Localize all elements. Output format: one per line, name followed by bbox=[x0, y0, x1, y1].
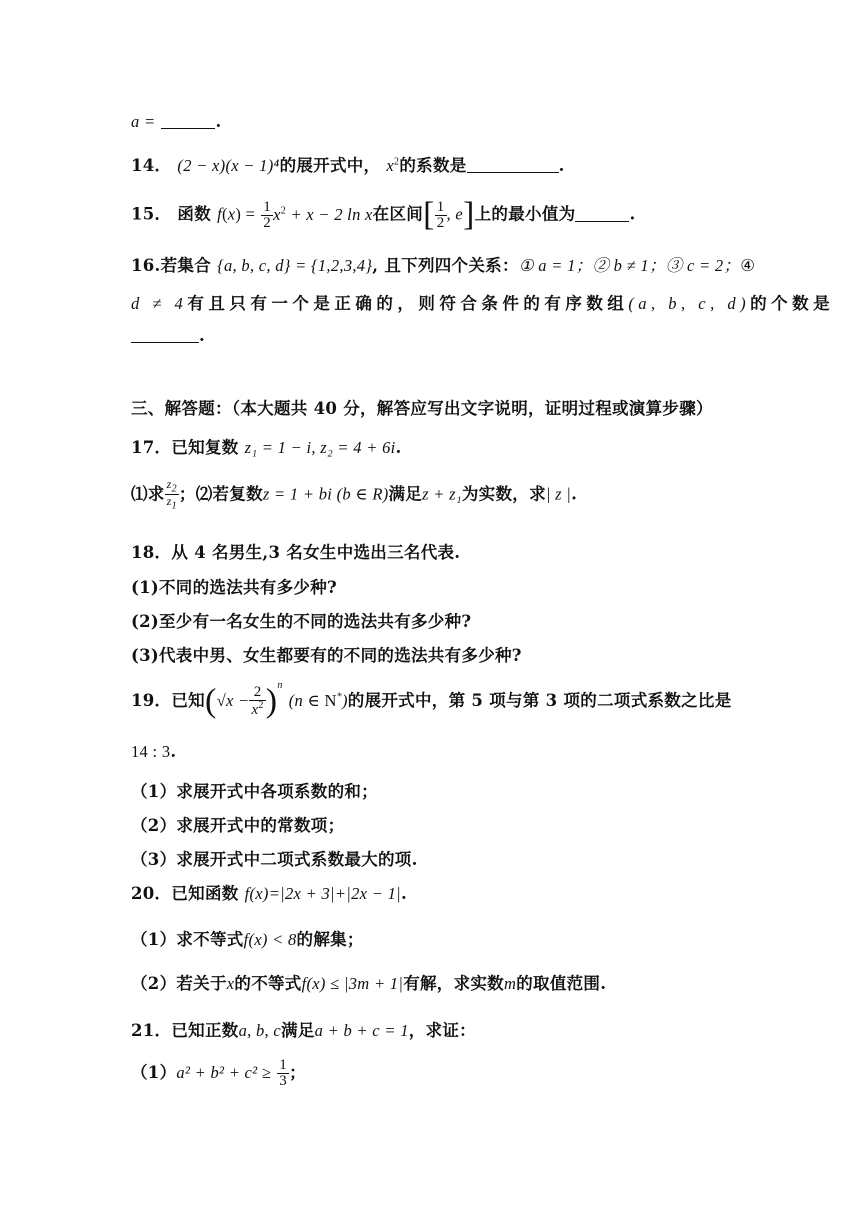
text: 的解集； bbox=[296, 930, 364, 949]
question-18-3: (3)代表中男、女生都要有的不同的选法共有多少种? bbox=[131, 646, 522, 665]
text: 满足 bbox=[388, 484, 423, 504]
relation-4-marker: ④ bbox=[740, 256, 756, 275]
question-18: 18．从 4 名男生,3 名女生中选出三名代表. bbox=[131, 543, 461, 562]
frac-den: 2 bbox=[263, 214, 272, 231]
question-20-1 bbox=[131, 926, 364, 950]
frac-num: $z_2$ bbox=[166, 477, 177, 495]
answer-blank bbox=[161, 112, 215, 129]
question-18-2: (2)至少有一名女生的不同的选法共有多少种? bbox=[131, 612, 472, 631]
question-21-1: （1）a² + b² + c² ≥ $\frac{1}{3}$ ； bbox=[131, 1057, 306, 1089]
math-expr: a + b + c = 1 bbox=[314, 1021, 409, 1040]
right-paren: ) bbox=[265, 682, 278, 720]
text: 满足 bbox=[281, 1021, 315, 1040]
fraction-one-third bbox=[277, 1058, 289, 1089]
math-expr: z + z₁ bbox=[422, 484, 462, 504]
text: 的系数是 bbox=[399, 156, 467, 175]
frac-num: 1 bbox=[279, 1057, 288, 1073]
text: 在区间 bbox=[372, 204, 424, 224]
section-title: 三、解答题：（本大题共 40 分，解答应写出文字说明，证明过程或演算步骤） bbox=[131, 399, 713, 418]
relation-3: ③ c = 2； bbox=[665, 256, 741, 275]
question-21 bbox=[131, 1017, 476, 1041]
relation-4: d ≠ 4 bbox=[131, 294, 188, 313]
text: 的取值范围. bbox=[516, 974, 607, 993]
question-number: 19． bbox=[131, 691, 172, 710]
fraction-half bbox=[261, 200, 273, 231]
math-tuple: (a, b, c, d) bbox=[628, 294, 751, 313]
text: 已知函数 bbox=[171, 884, 239, 903]
math-expr: z₁ = 1 − i, z₂ = 4 + 6i bbox=[244, 438, 396, 457]
text: ⑴求 bbox=[131, 484, 165, 504]
math-expr: a² + b² + c² ≥ bbox=[176, 1063, 272, 1082]
relation-1: ① a = 1； bbox=[518, 256, 593, 275]
question-number: 15． bbox=[131, 204, 172, 224]
math-expr: (2 − x)(x − 1)⁴ bbox=[177, 156, 280, 175]
math-expr: f(x) ≤ |3m + 1| bbox=[301, 974, 404, 993]
question-number: 21． bbox=[131, 1021, 172, 1040]
question-16-line2 bbox=[131, 290, 834, 314]
question-20-2 bbox=[131, 970, 606, 994]
text: 的不等式 bbox=[234, 974, 302, 993]
fraction-z2-z1 bbox=[165, 478, 179, 512]
text: 已知复数 bbox=[171, 438, 239, 457]
frac-num: 2 bbox=[253, 684, 262, 700]
text: 已知正数 bbox=[171, 1021, 239, 1040]
question-number: 16. bbox=[131, 256, 161, 275]
text: 有解，求实数 bbox=[403, 974, 504, 993]
question-17: 17．已知复数 z₁ = 1 − i, z₂ = 4 + 6i. bbox=[131, 438, 402, 457]
question-15: 15． 函数 f(x) = $\frac{1}{2}$ $x^2 + x - 2$ ln x在区间[ $\frac{1}{2}$ , e]上的最小值为 . bbox=[131, 196, 636, 233]
question-19-3: （3）求展开式中二项式系数最大的项. bbox=[131, 850, 418, 869]
text: 的个数是 bbox=[750, 294, 835, 313]
math-condition: (n ∈ N*) bbox=[288, 691, 348, 710]
left-bracket: [ bbox=[423, 196, 435, 233]
math-e: , e bbox=[446, 204, 463, 224]
math-sqrt: √x − bbox=[216, 691, 250, 710]
text: 上的最小值为 bbox=[474, 204, 576, 224]
answer-blank bbox=[575, 205, 629, 222]
question-17-parts: ⑴求 $\frac{z_2}{z_1}$ ；⑵若复数z = 1 + bi (b ∈ R)满足z + z₁为实数，求| z |. bbox=[131, 477, 578, 512]
math-set: {a, b, c, d} = {1,2,3,4} bbox=[217, 256, 373, 275]
question-19-1: （1）求展开式中各项系数的和； bbox=[131, 782, 378, 801]
math-vars: a, b, c bbox=[238, 1021, 282, 1040]
relation-2: ② b ≠ 1； bbox=[592, 256, 666, 275]
frac-den: $z_1$ bbox=[166, 494, 177, 512]
text: 函数 bbox=[177, 204, 212, 224]
math-var: x bbox=[227, 204, 236, 224]
question-19 bbox=[131, 680, 732, 721]
question-20: 20．已知函数 f(x)=|2x + 3|+|2x − 1|. bbox=[131, 884, 407, 903]
math-expr: | z | bbox=[545, 484, 572, 504]
math-expr: f(x) < 8 bbox=[243, 930, 297, 949]
left-paren: ( bbox=[204, 682, 217, 720]
answer-blank bbox=[131, 326, 199, 343]
text: （1）求不等式 bbox=[131, 930, 244, 949]
frac-den: 3 bbox=[279, 1073, 288, 1089]
fraction-2-over-x2 bbox=[249, 685, 265, 718]
question-number: 14． bbox=[131, 156, 172, 175]
math-paren: ( bbox=[221, 204, 228, 224]
question-19-ratio: 14 : 3. bbox=[131, 742, 177, 761]
question-18-1: (1)不同的选法共有多少种? bbox=[131, 578, 337, 597]
text: 有且只有一个是正确的，则符合条件的有序数组 bbox=[187, 294, 629, 313]
question-number: 20． bbox=[131, 884, 172, 903]
text: 为实数，求 bbox=[461, 484, 546, 504]
math-expr: z = 1 + bi (b ∈ R) bbox=[262, 484, 389, 504]
text: 且下列四个关系： bbox=[384, 256, 519, 275]
math-x-squared: $x^2$ bbox=[386, 156, 400, 175]
text: （1） bbox=[131, 1063, 177, 1082]
text: 的展开式中， bbox=[279, 156, 381, 175]
math-paren: ) = bbox=[235, 204, 256, 224]
exponent-n: n bbox=[277, 680, 283, 691]
math-a-equals: a = bbox=[131, 112, 156, 131]
q13-tail: a = . bbox=[131, 112, 222, 131]
text: 已知 bbox=[171, 691, 205, 710]
question-16: 16.若集合 {a, b, c, d} = {1,2,3,4}, 且下列四个关系：① a = 1；② b ≠ 1；③ c = 2；④ bbox=[131, 256, 756, 275]
math-function: f bbox=[217, 204, 222, 224]
math-expr: $x^2 + x - 2$ ln x bbox=[273, 204, 373, 224]
fraction-half bbox=[435, 200, 447, 231]
right-bracket: ] bbox=[463, 196, 475, 233]
question-16-line3: . bbox=[131, 326, 205, 345]
text: 若集合 bbox=[160, 256, 212, 275]
text: ，求证： bbox=[408, 1021, 476, 1040]
text: ；⑵若复数 bbox=[178, 484, 263, 504]
question-19-2: （2）求展开式中的常数项； bbox=[131, 816, 345, 835]
answer-blank bbox=[467, 156, 559, 173]
question-number: 17． bbox=[131, 438, 172, 457]
frac-den: 2 bbox=[436, 214, 445, 231]
frac-den: $x^2$ bbox=[251, 700, 264, 718]
math-expr: f(x)=|2x + 3|+|2x − 1| bbox=[244, 884, 401, 903]
ratio: 14 : 3 bbox=[131, 742, 171, 761]
math-m: m bbox=[504, 974, 517, 993]
question-14: 14． (2 − x)(x − 1)⁴的展开式中， $x^2$的系数是 . bbox=[131, 156, 565, 175]
frac-num: 1 bbox=[436, 198, 445, 215]
frac-num: 1 bbox=[263, 198, 272, 215]
text: 的展开式中，第 5 项与第 3 项的二项式系数之比是 bbox=[347, 691, 732, 710]
text: （2）若关于 bbox=[131, 974, 227, 993]
math-x: x bbox=[226, 974, 235, 993]
